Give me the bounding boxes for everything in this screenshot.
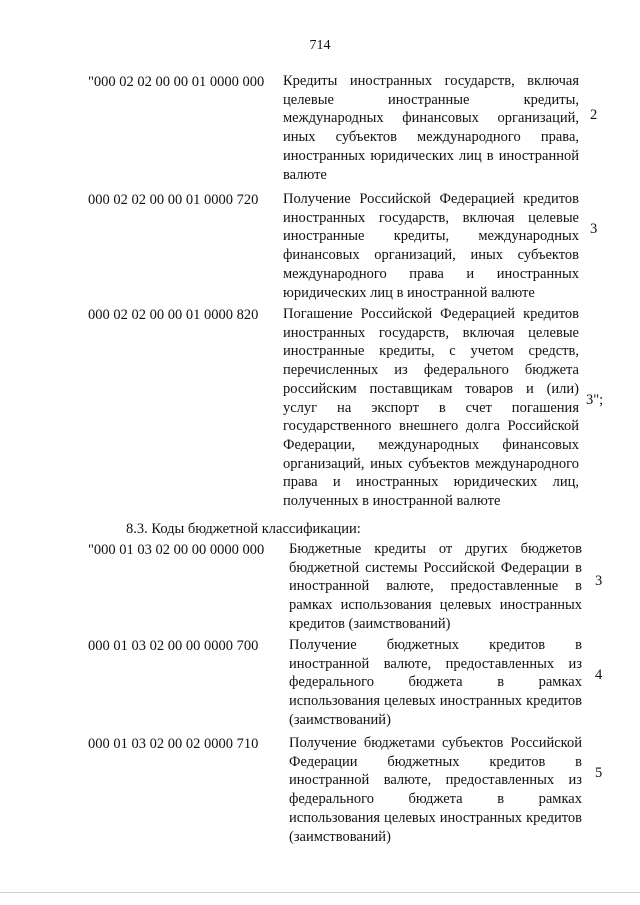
code-description: Погашение Российской Федерацией кредитов иностранных государств, включая целевые иностранные кредиты, с учетом средств, перечисленных из федерального бюджета российским поставщикам товаров и (или) услуг на экспорт в счет погашения государственного внешнего долга Российской Федерации, международных финансовых организаций, иных субъектов международного права и иностранных юридических лиц, полученных в иностранной валюте [283,306,579,510]
code-description: Получение бюджетных кредитов в иностранной валюте, предоставленных из федерального бюджета в рамках использования целевых иностранных кредитов (заимствований) [289,637,582,728]
code-description: Получение Российской Федерацией кредитов иностранных государств, включая целевые иностранные кредиты, международных финансовых организаций, иных субъектов международного права и иностранных юридических лиц в иностранной валюте [283,191,579,301]
budget-code: 000 02 02 00 00 01 0000 720 [88,192,259,208]
section-heading: 8.3. Коды бюджетной классификации: [126,521,361,537]
page-bottom-edge [0,892,640,893]
column-number: 2 [590,107,598,123]
budget-code: "000 01 03 02 00 00 0000 000 [88,542,265,558]
budget-code: 000 01 03 02 00 02 0000 710 [88,736,259,752]
code-description: Бюджетные кредиты от других бюджетов бюджетной системы Российской Федерации в иностранной валюте, предоставленные в рамках использования целевых иностранных кредитов (заимствований) [289,541,582,632]
page-number: 714 [309,38,331,53]
code-description: Получение бюджетами субъектов Российской Федерации бюджетных кредитов в иностранной валюте, предоставленных из федерального бюджета в рамках использования целевых иностранных кредитов (заимствований) [289,735,582,845]
column-number: 3 [590,221,598,237]
column-number: 3"; [586,392,604,408]
budget-code: "000 02 02 00 00 01 0000 000 [88,74,265,90]
column-number: 3 [595,573,603,589]
column-number: 5 [595,765,603,781]
budget-code: 000 02 02 00 00 01 0000 820 [88,307,259,323]
column-number: 4 [595,667,603,683]
budget-code: 000 01 03 02 00 00 0000 700 [88,638,259,654]
code-description: Кредиты иностранных государств, включая целевые иностранные кредиты, международных финансовых организаций, иных субъектов международного права, иностранных юридических лиц в иностранной валюте [283,73,579,183]
